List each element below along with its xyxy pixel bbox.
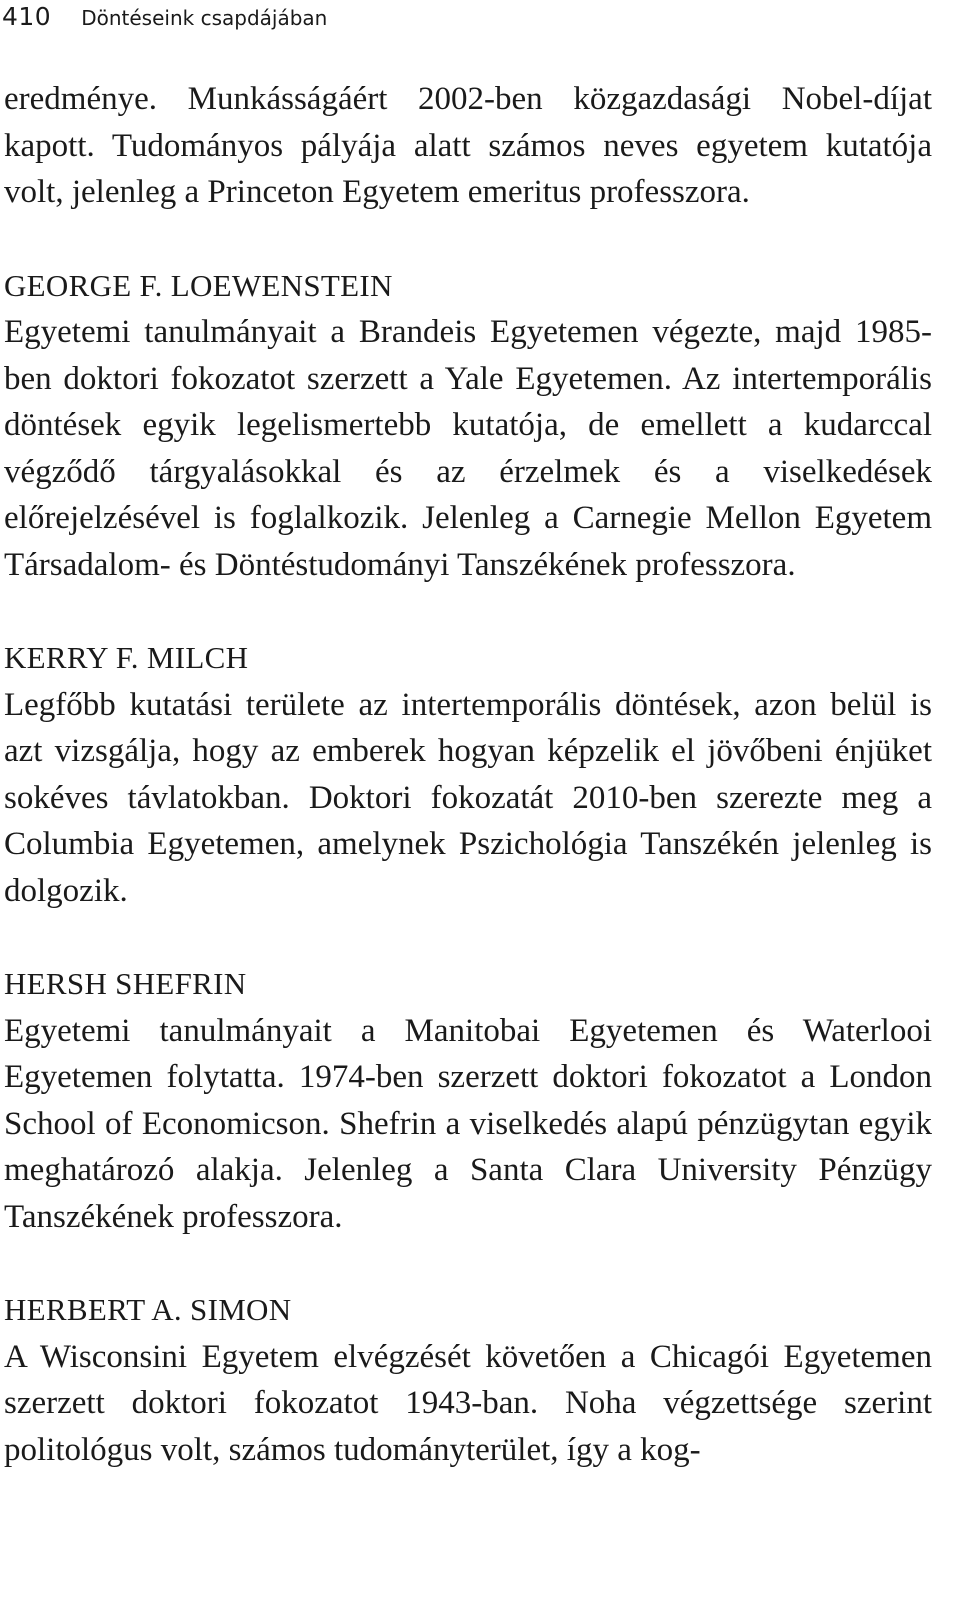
author-bio: A Wisconsini Egyetem elvégzését követően a Chicagói Egyetemen szerzett doktori fokozatot 1943-ban. Noha végzettsége szerint politológus volt, számos tudományterület, így a kog- [4, 1338, 932, 1468]
author-name: HERBERT A. SIMON [4, 1292, 292, 1327]
author-name: HERSH SHEFRIN [4, 966, 247, 1001]
author-bio: Egyetemi tanulmányait a Manitobai Egyetemen és Waterlooi Egyetemen folytatta. 1974-ben szerzett doktori fokozatot a London School of Economicson. Shefrin a viselkedés alapú pénzügytan egyik meghatározó alakja. Jelenleg a Santa Clara University Pénzügy Tanszékének professzora. [4, 1012, 932, 1235]
page-number: 410 [2, 2, 52, 31]
author-entry-simon [4, 1287, 932, 1473]
author-entry-shefrin [4, 961, 932, 1240]
intro-paragraph: eredménye. Munkásságáért 2002-ben közgazdasági Nobel-díjat kapott. Tudományos pályája alatt számos neves egyetem kutatója volt, jelenleg a Princeton Egyetem emeritus professzora. [4, 81, 932, 210]
author-bio: Legfőbb kutatási területe az intertemporális döntések, azon belül is azt vizsgálja, hogy az emberek hogyan képzelik el jövőbeni énjüket sokéves távlatokban. Doktori fokozatát 2010-ben szerezte meg a Columbia Egyetemen, amelynek Pszichológia Tanszékén jelenleg is dolgozik. [4, 686, 932, 909]
body-text [4, 76, 932, 1473]
author-entry-loewenstein [4, 263, 932, 589]
author-bio: Egyetemi tanulmányait a Brandeis Egyetemen végezte, majd 1985-ben doktori fokozatot szerzett a Yale Egyetemen. Az intertemporális döntések egyik legelismertebb kutatója, de emellett a kudarccal végződő tárgyalásokkal és az érzelmek és a viselkedések előrejelzésével is foglalkozik. Jelenleg a Carnegie Mellon Egyetem Társadalom- és Döntéstudományi Tanszékének professzora. [4, 314, 932, 583]
author-entry-milch [4, 635, 932, 914]
author-name: KERRY F. MILCH [4, 640, 249, 675]
running-title: Döntéseink csapdájában [81, 6, 328, 30]
author-name: GEORGE F. LOEWENSTEIN [4, 267, 393, 303]
running-head [2, 2, 327, 32]
